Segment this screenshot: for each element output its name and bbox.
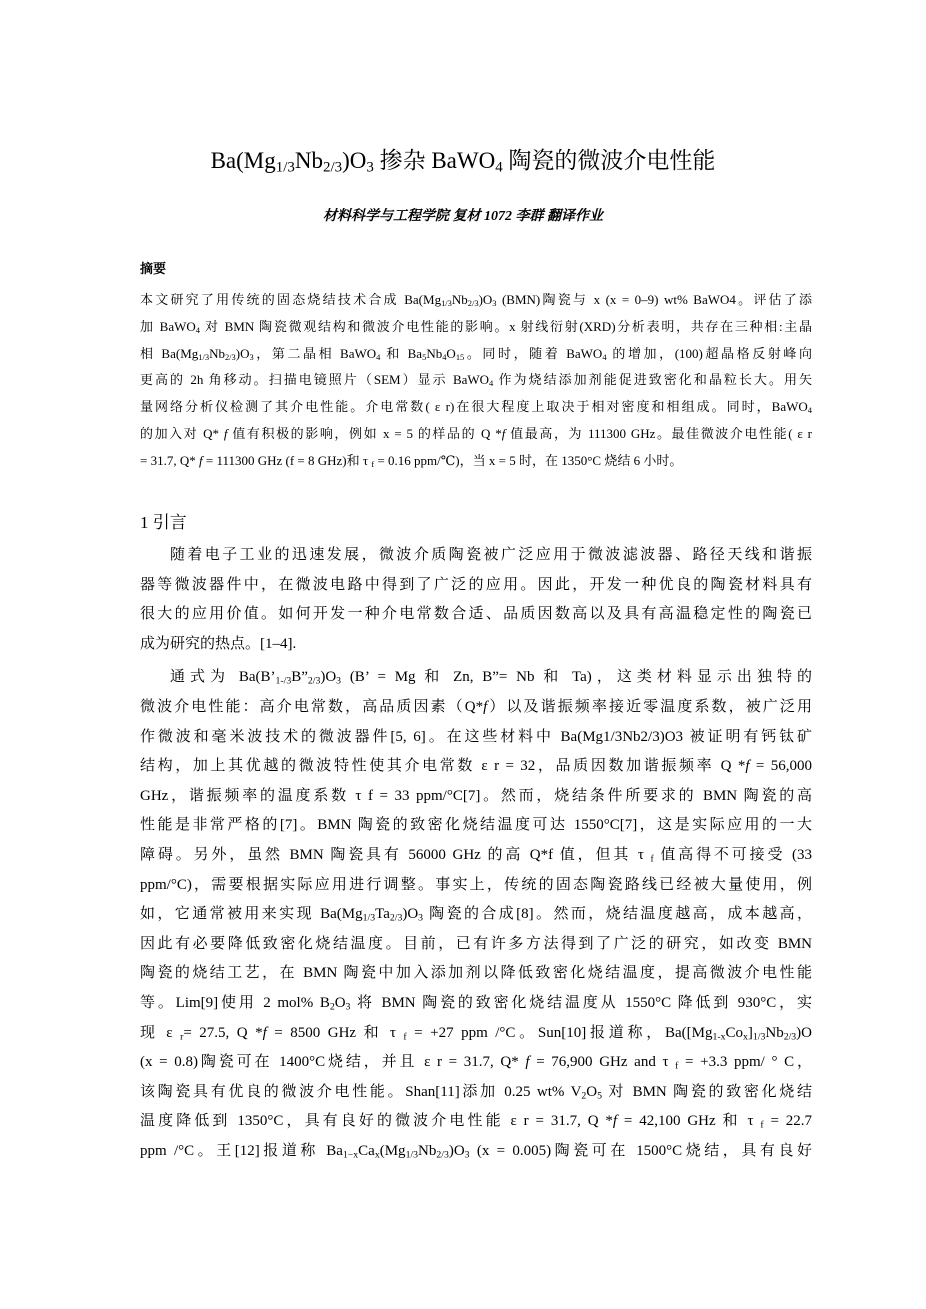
subscript: 1-/3 bbox=[275, 675, 292, 687]
subscript: 2/3 bbox=[467, 298, 479, 309]
subscript: 4 bbox=[495, 159, 503, 176]
subscript: 3 bbox=[345, 1001, 351, 1013]
subscript: 2/3 bbox=[389, 912, 403, 924]
text-run: = 111300 GHz (f = 8 GHz)和 τ bbox=[202, 452, 372, 468]
text-line bbox=[140, 394, 812, 421]
italic-symbol: f bbox=[262, 1024, 267, 1041]
text-line bbox=[140, 752, 812, 782]
section-heading: 1 引言 bbox=[140, 513, 187, 532]
text-run: Nb bbox=[418, 1142, 437, 1159]
author-line: 材料科学与工程学院 复材 1072 李群 翻译作业 bbox=[323, 209, 603, 224]
text-line bbox=[140, 314, 812, 341]
text-run: 值高得不可接受 (33 bbox=[653, 846, 813, 863]
text-run: )O bbox=[448, 1142, 465, 1159]
text-run: Ca bbox=[358, 1142, 375, 1159]
text-run: = 31.7, Q* bbox=[140, 452, 199, 468]
text-line bbox=[140, 600, 812, 630]
subscript: f bbox=[371, 458, 375, 469]
text-run: 值有积极的影响，例如 x = 5 的样品的 Q * bbox=[227, 425, 502, 441]
subscript: 2/3 bbox=[436, 1149, 449, 1161]
subscript: 4 bbox=[376, 351, 381, 362]
italic-symbol: f bbox=[612, 1113, 618, 1130]
italic-symbol: f bbox=[198, 452, 203, 468]
text-run: )O bbox=[796, 1024, 812, 1041]
text-run: 通式为 Ba(B’ bbox=[170, 669, 276, 686]
text-line bbox=[140, 782, 812, 812]
text-run: 本文研究了用传统的固态烧结技术合成 Ba(Mg bbox=[140, 292, 442, 307]
text-line bbox=[140, 287, 812, 314]
text-line bbox=[140, 663, 812, 693]
subscript: 3 bbox=[492, 298, 497, 309]
subscript: 4 bbox=[807, 405, 812, 416]
text-run: = 76,900 GHz and τ bbox=[529, 1054, 676, 1071]
text-run: 作为烧结添加剂能促进致密化和晶粒长大。用矢 bbox=[493, 372, 812, 388]
subscript: 3 bbox=[336, 675, 342, 687]
subscript: 4 bbox=[489, 378, 494, 389]
subscript: 2/3 bbox=[224, 351, 236, 362]
text-run: 性能是非常严格的[7]。BMN 陶瓷的致密化烧结温度可达 1550°C[7]，这是实际应用的一大 bbox=[140, 817, 812, 834]
text-run: ] bbox=[747, 1024, 753, 1041]
subscript: 2/3 bbox=[783, 1030, 797, 1042]
subscript: 1/3 bbox=[362, 912, 376, 924]
text-run: )O bbox=[402, 906, 419, 923]
text-run: )O bbox=[320, 669, 337, 686]
text-line bbox=[140, 630, 812, 660]
text-run: 和 Ba bbox=[380, 345, 423, 361]
subscript: 2 bbox=[581, 1090, 587, 1102]
text-run: (B’ = Mg 和 Zn, B”= Nb 和 Ta)，这类材料显示出独特的 bbox=[341, 669, 812, 686]
subscript: 1/3 bbox=[752, 1030, 766, 1042]
text-run: O bbox=[334, 994, 346, 1011]
text-run: 陶瓷的烧结工艺，在 BMN 陶瓷中加入添加剂以降低致密化烧结温度，提高微波介电性能 bbox=[140, 965, 812, 982]
subscript: 1-x bbox=[712, 1030, 726, 1042]
text-line bbox=[140, 1107, 812, 1137]
text-line bbox=[140, 448, 812, 475]
paragraph bbox=[140, 663, 812, 1166]
text-line bbox=[140, 1137, 812, 1167]
italic-symbol: f bbox=[525, 1054, 530, 1071]
text-line bbox=[140, 841, 812, 871]
subscript: 4 bbox=[602, 351, 607, 362]
subscript: 1−x bbox=[342, 1149, 359, 1161]
subscript: 1/3 bbox=[198, 351, 210, 362]
text-run: B” bbox=[291, 669, 308, 686]
text-run: 对 BMN 陶瓷微观结构和微波介电性能的影响。x 射线衍射(XRD)分析表明，共存在三种相:主晶 bbox=[199, 318, 812, 334]
text-run: 作微波和毫米波技术的微波器件[5, 6]。在这些材料中 Ba(Mg1/3Nb2/3)O3 被证明有钙钛矿 bbox=[140, 728, 812, 745]
paragraph bbox=[140, 541, 812, 659]
text-run: 微波介电性能：高介电常数，高品质因素（Q* bbox=[140, 698, 484, 715]
text-run: Nb bbox=[451, 292, 468, 307]
subscript: x bbox=[743, 1030, 748, 1042]
text-line bbox=[140, 541, 812, 571]
text-run: 的增加，(100)超晶格反射峰向 bbox=[606, 345, 812, 361]
text-run: Nb bbox=[294, 148, 323, 173]
text-line bbox=[140, 871, 812, 901]
text-line bbox=[140, 900, 812, 930]
text-run: 陶瓷的微波介电性能 bbox=[502, 148, 716, 173]
text-run: 结构，加上其优越的微波特性使其介电常数 ε r = 32，品质因数加谐振频率 Q * bbox=[140, 758, 746, 775]
text-run: 陶瓷的合成[8]。然而，烧结温度越高，成本越高， bbox=[423, 906, 812, 923]
text-run: 量网络分析仪检测了其介电性能。介电常数( ε r)在很大程度上取决于相对密度和相组成。同时，BaWO bbox=[140, 399, 808, 415]
text-run: O bbox=[446, 345, 456, 361]
text-run: 等。Lim[9]使用 2 mol% B bbox=[140, 994, 330, 1011]
italic-symbol: f bbox=[745, 758, 750, 775]
italic-symbol: f bbox=[483, 698, 488, 715]
text-run: 该陶瓷具有优良的微波介电性能。Shan[11]添加 0.25 wt% V bbox=[140, 1083, 582, 1100]
text-run: 很大的应用价值。如何开发一种介电常数合适、品质因数高以及具有高温稳定性的陶瓷已 bbox=[140, 606, 812, 623]
text-line bbox=[140, 1048, 812, 1078]
text-run: (x = 0.8)陶瓷可在 1400°C烧结，并且 ε r = 31.7, Q* bbox=[140, 1054, 526, 1071]
text-run: 成为研究的热点。[1–4]. bbox=[140, 635, 297, 652]
text-run: 更高的 2h 角移动。扫描电镜照片（SEM）显示 BaWO bbox=[140, 372, 490, 388]
text-run: )O bbox=[478, 292, 493, 307]
text-run: 将 BMN 陶瓷的致密化烧结温度从 1550°C 降低到 930°C，实 bbox=[350, 994, 813, 1011]
text-run: = 27.5, Q * bbox=[183, 1024, 263, 1041]
text-run: 如，它通常被用来实现 Ba(Mg bbox=[140, 906, 363, 923]
section-body bbox=[140, 541, 812, 1170]
text-line bbox=[140, 1078, 812, 1108]
text-line bbox=[140, 811, 812, 841]
text-line bbox=[140, 723, 812, 753]
subscript: 1/3 bbox=[441, 298, 452, 309]
text-run: (BMN)陶瓷与 x (x = 0–9) wt% BaWO4。评估了添 bbox=[496, 292, 812, 307]
subscript: f bbox=[760, 1119, 764, 1131]
text-line bbox=[140, 341, 812, 368]
text-run: (x = 0.005)陶瓷可在 1500°C烧结，具有良好 bbox=[469, 1142, 812, 1159]
italic-symbol: f bbox=[223, 425, 228, 441]
text-run: ppm/°C)，需要根据实际应用进行调整。事实上，传统的固态陶瓷路线已经被大量使用，例 bbox=[140, 876, 812, 893]
text-run: 掺杂 BaWO bbox=[373, 148, 496, 173]
subscript: 3 bbox=[249, 351, 254, 362]
text-line bbox=[140, 989, 812, 1019]
text-run: Ta bbox=[375, 906, 390, 923]
text-run: ）以及谐振频率接近零温度系数，被广泛用 bbox=[487, 698, 812, 715]
subscript: 1/3 bbox=[405, 1149, 419, 1161]
subscript: 4 bbox=[195, 324, 200, 335]
text-run: 随着电子工业的迅速发展，微波介质陶瓷被广泛应用于微波滤波器、路径天线和谐振 bbox=[170, 547, 812, 563]
subscript: 15 bbox=[455, 351, 465, 362]
text-run: 温度降低到 1350°C，具有良好的微波介电性能 ε r = 31.7, Q * bbox=[140, 1113, 613, 1130]
text-run: = 42,100 GHz 和 τ bbox=[617, 1113, 761, 1130]
text-line bbox=[140, 693, 812, 723]
abstract-body bbox=[140, 287, 812, 475]
text-run: 因此有必要降低致密化烧结温度。目前，已有许多方法得到了广泛的研究，如改变 BMN bbox=[140, 935, 812, 952]
text-run: Nb bbox=[426, 345, 443, 361]
text-line bbox=[140, 421, 812, 448]
text-run: (Mg bbox=[379, 1142, 406, 1159]
subscript: x bbox=[374, 1149, 380, 1161]
subscript: 1/3 bbox=[275, 159, 295, 176]
text-run: 。同时，随着 BaWO bbox=[464, 345, 603, 361]
text-run: 对 BMN 陶瓷的致密化烧结 bbox=[602, 1083, 812, 1100]
subscript: 5 bbox=[422, 351, 427, 362]
subscript: 3 bbox=[464, 1149, 470, 1161]
subscript: f bbox=[403, 1030, 407, 1042]
subscript: 2 bbox=[329, 1001, 335, 1013]
text-run: Co bbox=[725, 1024, 744, 1041]
subscript: f bbox=[650, 853, 654, 865]
text-run: )O bbox=[342, 148, 367, 173]
text-run: = 56,000 bbox=[749, 758, 812, 775]
subscript: 5 bbox=[597, 1090, 603, 1102]
subscript: 3 bbox=[366, 159, 374, 176]
text-line bbox=[140, 1019, 812, 1049]
text-run: 的加入对 Q* bbox=[140, 425, 224, 441]
text-run: )O bbox=[235, 345, 250, 361]
text-run: = +3.3 ppm/ ° C， bbox=[678, 1054, 813, 1071]
text-line bbox=[140, 571, 812, 601]
text-run: O bbox=[586, 1083, 598, 1100]
subscript: f bbox=[675, 1060, 679, 1072]
text-run: 加 BaWO bbox=[140, 318, 196, 334]
subscript: 2/3 bbox=[322, 159, 343, 176]
text-run: 器等微波器件中，在微波电路中得到了广泛的应用。因此，开发一种优良的陶瓷材料具有 bbox=[140, 576, 812, 593]
text-run: ，第二晶相 BaWO bbox=[253, 345, 377, 361]
text-run: Ba(Mg bbox=[210, 148, 276, 173]
subscript: r bbox=[180, 1030, 184, 1042]
subscript: 3 bbox=[418, 912, 424, 924]
abstract-heading: 摘要 bbox=[140, 261, 167, 276]
italic-symbol: f bbox=[501, 425, 506, 441]
text-run: Nb bbox=[209, 345, 225, 361]
text-run: = 22.7 bbox=[763, 1113, 813, 1130]
text-run: 障碍。另外，虽然 BMN 陶瓷具有 56000 GHz 的高 Q*f 值，但其 τ bbox=[140, 846, 651, 863]
text-line bbox=[140, 930, 812, 960]
subscript: 4 bbox=[442, 351, 447, 362]
document-title bbox=[0, 142, 926, 175]
text-run: = 0.16 ppm/℃)，当 x = 5 时，在 1350°C 烧结 6 小时。 bbox=[374, 452, 683, 468]
text-run: 值最高，为 111300 GHz。最佳微波介电性能( ε r bbox=[505, 425, 812, 441]
text-run: GHz，谐振频率的温度系数 τ f = 33 ppm/°C[7]。然而，烧结条件所要求的 BMN 陶瓷的高 bbox=[140, 787, 812, 804]
text-run: 现 ε bbox=[140, 1024, 181, 1041]
text-line bbox=[140, 959, 812, 989]
text-line bbox=[140, 367, 812, 394]
text-run: 相 Ba(Mg bbox=[140, 345, 199, 361]
text-run: = +27 ppm /°C。Sun[10]报道称，Ba([Mg bbox=[406, 1024, 713, 1041]
text-run: Nb bbox=[765, 1024, 784, 1041]
subscript: 2/3 bbox=[307, 675, 321, 687]
text-run: = 8500 GHz 和 τ bbox=[266, 1024, 404, 1041]
text-run: ppm /°C。王[12]报道称 Ba bbox=[140, 1142, 343, 1159]
